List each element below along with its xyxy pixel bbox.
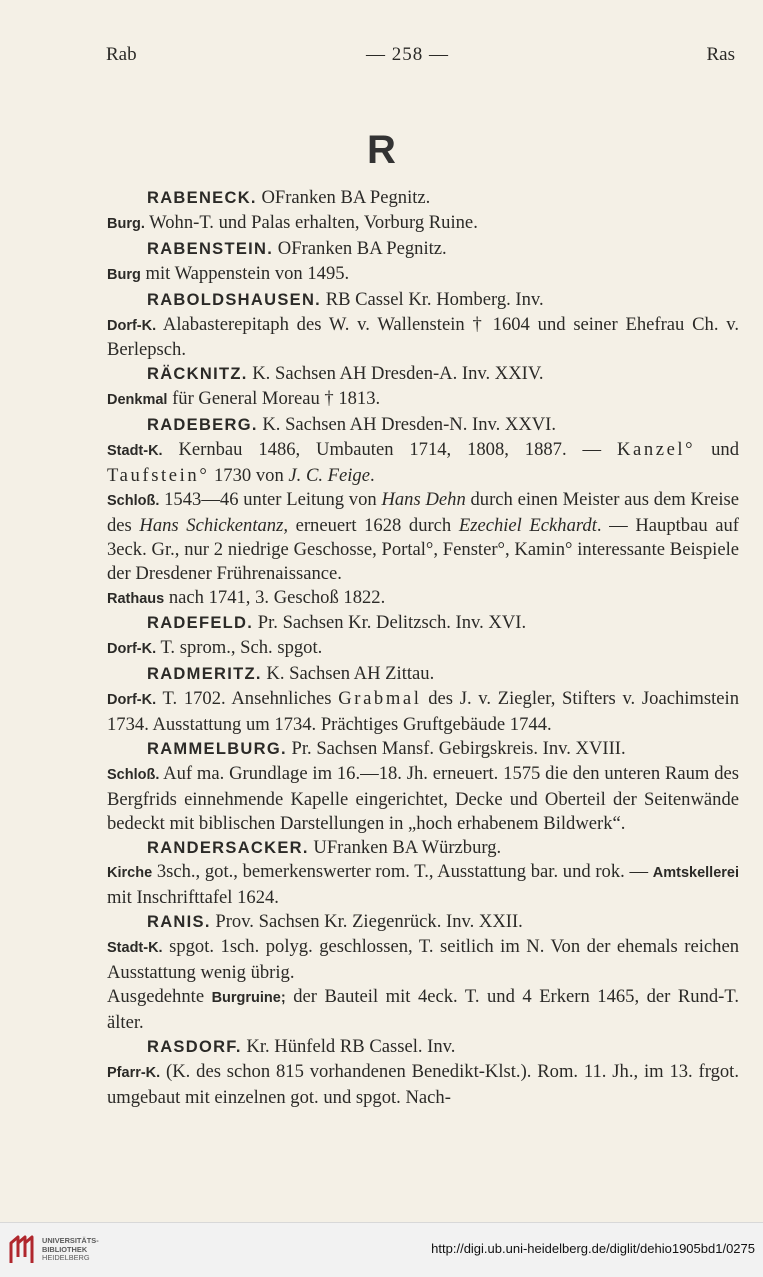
logo-line: UNIVERSITÄTS- [42,1236,99,1245]
entry-heading: RANDERSACKER. UFranken BA Würzburg. [147,836,502,858]
page-number: — 258 — [366,44,449,65]
entry-paragraph: Stadt-K. Kernbau 1486, Umbauten 1714, 1808, 1887. — Kanzel° und Taufstein° 1730 von J. C. Feige. [107,439,739,486]
spaced-emphasis: Kanzel° [616,439,696,461]
entry-paragraph: Schloß. Auf ma. Grundlage im 16.—18. Jh. erneuert. 1575 die den unteren Raum des Bergfrids einnehmende Kapelle eingerichtet, Decke und Oberteil der Seitenwände bedeckt mit biblischen Darstellungen in „hoch erhabenem Bildwerk“. [107,762,739,834]
entry-heading: RADMERITZ. K. Sachsen AH Zittau. [147,663,435,685]
entry-paragraph: Stadt-K. spgot. 1sch. polyg. geschlossen, T. seitlich im N. Von der ehemals reichen Ausstattung wenig übrig. [107,936,739,984]
entry-paragraph: Burg mit Wappenstein von 1495. [107,262,350,284]
place-name: RAMMELBURG. [147,739,287,758]
permalink-url[interactable]: http://digi.ub.uni-heidelberg.de/diglit/dehio1905bd1/0275 [431,1241,755,1256]
entry-paragraph: Burg. Wohn-T. und Palas erhalten, Vorburg Ruine. [107,211,478,233]
object-keyword: Stadt-K. [107,443,163,460]
artist-name: Hans Schickentanz, [139,514,288,536]
entry-paragraph: Kirche 3sch., got., bemerkenswerter rom. T., Ausstattung bar. und rok. — Amtskellerei mit Inschrifttafel 1624. [107,861,739,909]
artist-name: Hans Dehn [381,488,466,510]
object-keyword: Burgruine; [211,990,286,1006]
entry-heading: RAMMELBURG. Pr. Sachsen Mansf. Gebirgskreis. Inv. XVIII. [147,737,626,759]
entry-heading: RÄCKNITZ. K. Sachsen AH Dresden-A. Inv. XXIV. [147,363,544,385]
object-keyword: Dorf-K. [107,317,157,334]
place-name: RASDORF. [147,1037,242,1056]
object-keyword: Schloß. [107,492,160,509]
object-keyword: Denkmal [107,392,168,409]
object-keyword: Kirche [107,865,153,882]
artist-name: Ezechiel Eckhardt [458,514,597,536]
object-keyword: Burg [107,266,141,283]
running-head-left: Rab [106,44,137,65]
place-name: RADEBERG. [147,416,258,435]
logo-line: HEIDELBERG [42,1253,90,1263]
place-name: RADEFELD. [147,614,254,633]
place-name: RADMERITZ. [147,665,262,684]
entry-heading: RADEBERG. K. Sachsen AH Dresden-N. Inv. XXVI. [147,414,557,436]
section-letter: R [367,128,396,172]
entry-heading: RABENECK. OFranken BA Pegnitz. [147,187,431,208]
entry-paragraph: Denkmal für General Moreau † 1813. [107,388,381,410]
running-head-right: Ras [706,44,735,65]
entry-paragraph: Dorf-K. T. sprom., Sch. spgot. [107,637,323,659]
running-head [106,44,735,70]
object-keyword: Stadt-K. [107,940,163,957]
entry-paragraph: Dorf-K. T. 1702. Ansehnliches Grabmal des J. v. Ziegler, Stifters v. Joachimstein 1734. Ausstattung um 1734. Prächtiges Gruftgebäude 1744. [107,688,739,736]
object-keyword: Dorf-K. [107,692,157,709]
logo-shape [11,1237,32,1263]
object-keyword: Rathaus [107,590,165,607]
entry-heading: RADEFELD. Pr. Sachsen Kr. Delitzsch. Inv. XVI. [147,612,527,634]
entry-paragraph: Pfarr-K. (K. des schon 815 vorhandenen Benedikt-Klst.). Rom. 11. Jh., im 13. frgot. umgebaut mit einzelnen got. und spgot. Nach- [107,1060,739,1108]
object-keyword: Pfarr-K. [107,1064,161,1081]
entry-heading: RABOLDSHAUSEN. RB Cassel Kr. Homberg. Inv. [147,288,544,310]
spaced-emphasis: Grabmal [338,688,422,710]
place-name: RÄCKNITZ. [147,365,248,384]
viewer-footer [0,1222,763,1277]
entry-paragraph: Schloß. 1543—46 unter Leitung von Hans Dehn durch einen Meister aus dem Kreise des Hans Schickentanz, erneuert 1628 durch Ezechiel Eckhardt. — Hauptbau auf 3eck. Gr., nur 2 niedrige Geschosse, Portal°, Fenster°, Kamin° interessante Beispiele der Dresdener Frührenaissance. [107,488,739,584]
entry-paragraph: Rathaus nach 1741, 3. Geschoß 1822. [107,586,386,608]
entry-paragraph: Ausgedehnte Burgruine; der Bauteil mit 4eck. T. und 4 Erkern 1465, der Rund-T. älter. [107,986,739,1033]
library-logo-icon [8,1235,36,1265]
artist-name: J. C. Feige [288,464,370,486]
place-name: RABENECK. [147,189,257,207]
logo-line: BIBLIOTHEK [42,1244,88,1254]
library-logo-text [42,1237,99,1263]
object-keyword: Amtskellerei [652,865,739,882]
spaced-emphasis: Taufstein° [107,464,210,486]
object-keyword: Dorf-K. [107,641,157,658]
place-name: RANDERSACKER. [147,838,309,857]
place-name: RANIS. [147,913,211,932]
entry-paragraph: Dorf-K. Alabasterepitaph des W. v. Wallenstein † 1604 und seiner Ehefrau Ch. v. Berlepsch. [107,313,739,361]
gazetteer-entries [107,186,739,1110]
object-keyword: Schloß. [107,766,160,783]
entry-heading: RASDORF. Kr. Hünfeld RB Cassel. Inv. [147,1035,456,1057]
object-keyword: Burg. [107,215,145,232]
place-name: RABOLDSHAUSEN. [147,290,322,309]
entry-heading: RABENSTEIN. OFranken BA Pegnitz. [147,237,447,259]
place-name: RABENSTEIN. [147,239,274,258]
entry-heading: RANIS. Prov. Sachsen Kr. Ziegenrück. Inv. XXII. [147,911,523,933]
